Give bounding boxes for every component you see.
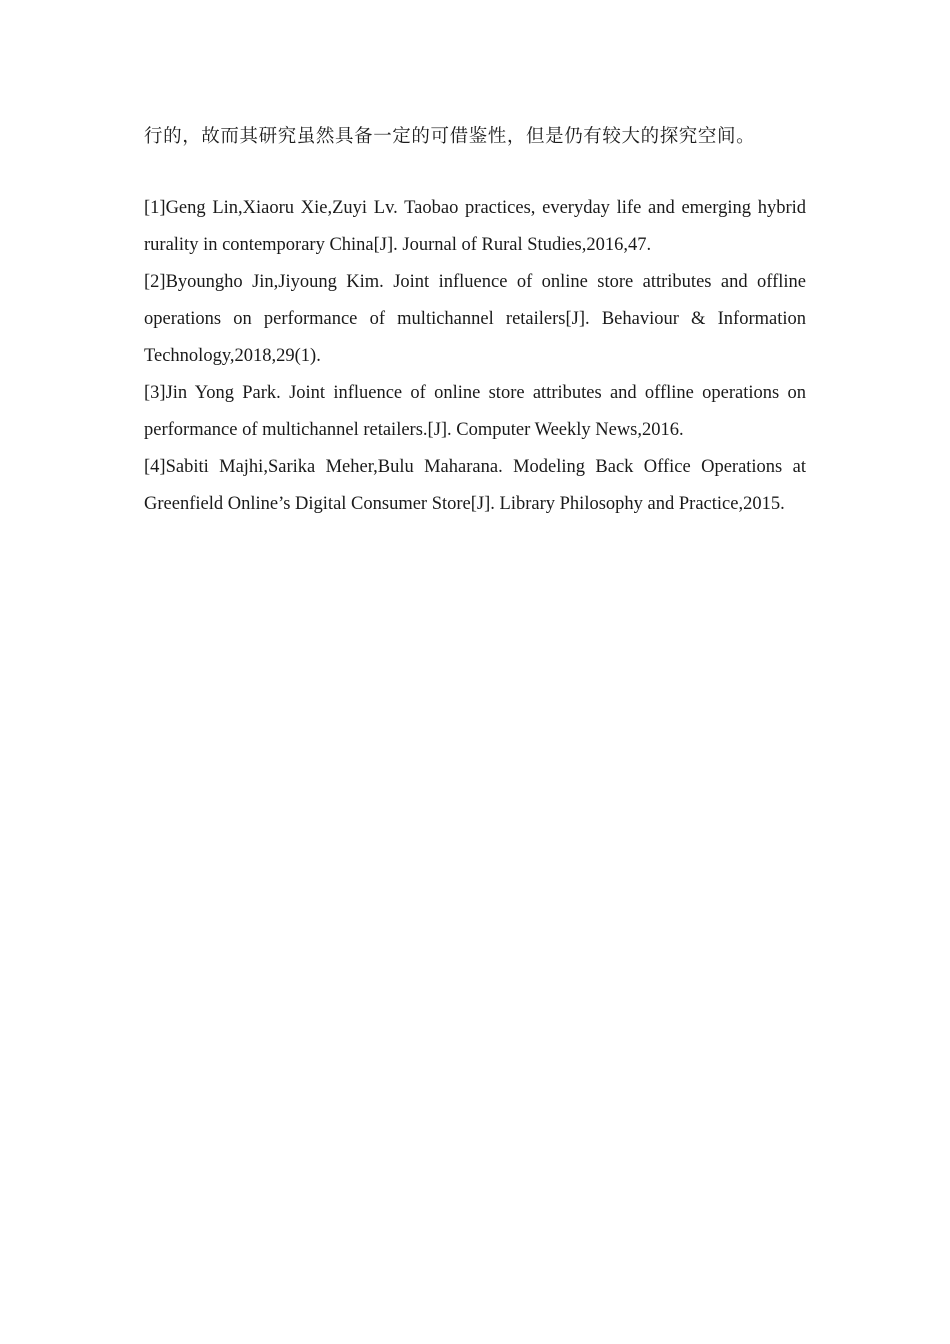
reference-item-4: [4]Sabiti Majhi,Sarika Meher,Bulu Maharana. Modeling Back Office Operations at Greenfield Online’s Digital Consumer Store[J]. Library Philosophy and Practice,2015. <box>144 457 806 514</box>
reference-list <box>144 190 806 523</box>
reference-item-3: [3]Jin Yong Park. Joint influence of online store attributes and offline operations on performance of multichannel retailers.[J]. Computer Weekly News,2016. <box>144 383 806 440</box>
reference-item-1: [1]Geng Lin,Xiaoru Xie,Zuyi Lv. Taobao practices, everyday life and emerging hybrid rurality in contemporary China[J]. Journal of Rural Studies,2016,47. <box>144 198 806 255</box>
body-paragraph-continuation: 行的，故而其研究虽然具备一定的可借鉴性，但是仍有较大的探究空间。 <box>144 127 756 147</box>
page-content <box>144 118 806 523</box>
reference-item-2: [2]Byoungho Jin,Jiyoung Kim. Joint influence of online store attributes and offline operations on performance of multichannel retailers[J]. Behaviour & Information Technology,2018,29(1). <box>144 272 806 366</box>
paragraph-gap <box>144 156 806 190</box>
